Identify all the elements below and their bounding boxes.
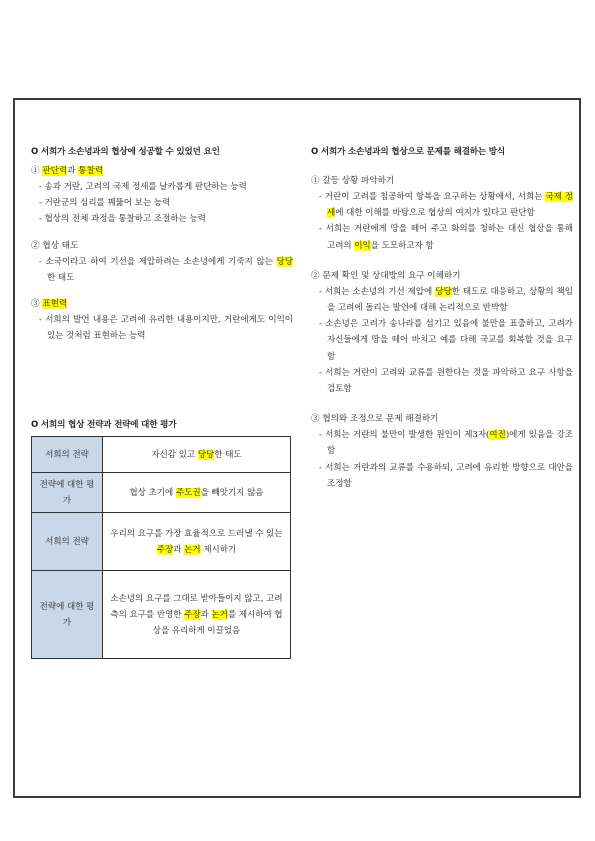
table-label: 전략에 대한 평가: [32, 571, 103, 659]
table-cell: 우리의 요구를 가장 효율적으로 드러낼 수 있는 주장과 논거 제시하기: [103, 513, 291, 571]
step-1-item: - 거란이 고려를 침공하여 항복을 요구하는 상황에서, 서희는 국제 정세에 대한 이해를 바탕으로 협상의 여지가 있다고 판단함: [319, 192, 573, 219]
table-row: [32, 571, 291, 659]
highlight-confident: 당당: [276, 256, 293, 267]
step-1-title: ① 갈등 상황 파악하기: [311, 176, 395, 186]
step-2-item: - 서희는 거란이 고려와 교류를 원한다는 것을 파악하고 요구 사항을 검토함: [319, 367, 573, 395]
step-1-item: - 서희는 거란에게 땅을 떼어 주고 화의를 청하는 대신 협상을 통해 고려의 이익을 도모하고자 함: [319, 224, 573, 251]
step-2-title: ② 문제 확인 및 상대방의 요구 이해하기: [311, 270, 461, 281]
step-2-item: - 소손녕은 고려가 송나라를 섬기고 있음에 불만을 표출하고, 고려가 자신들에게 땅을 떼어 바치고 예를 다해 국교를 회복할 것을 요구함: [319, 319, 573, 362]
step-3-item: - 서희는 거란과의 교류를 수용하되, 고려에 유리한 방향으로 대안을 조정함: [319, 462, 573, 489]
factor-1-item: - 거란군의 심리를 꿰뚫어 보는 능력: [39, 198, 171, 209]
table-cell: 자신감 있고 당당한 태도: [103, 437, 291, 473]
table-row: [32, 437, 291, 473]
factor-2-item: - 소국이라고 하여 기선을 제압하려는 소손녕에게 기죽지 않는 당당한 태도: [39, 256, 293, 283]
highlight-insight: 통찰력: [78, 166, 104, 176]
table-row: [32, 513, 291, 571]
highlight-judgment: 판단력: [42, 166, 68, 176]
factor-1-item: - 협상의 전체 과정을 통찰하고 조절하는 능력: [39, 214, 206, 225]
left-column: [31, 145, 293, 344]
table-cell: 소손녕의 요구를 그대로 받아들이지 않고, 고려 측의 요구를 반영한 주장과 논거를 제시하여 협상을 유리하게 이끌었음: [103, 571, 291, 659]
right-column: [311, 145, 573, 492]
factor-2-title: ② 협상 태도: [31, 240, 79, 251]
document-frame: [13, 98, 581, 798]
section-heading-success-factors: O 서희가 소손녕과의 협상에 성공할 수 있었던 요인: [31, 147, 220, 157]
table-label: 전략에 대한 평가: [32, 473, 103, 513]
step-3-item: - 서희는 거란의 불만이 발생한 원인이 제3자(여진)에게 있음을 강조함: [319, 430, 573, 457]
highlight-expression: 표현력: [42, 299, 68, 310]
section-heading-resolution: O 서희가 소손녕과의 협상으로 문제를 해결하는 방식: [311, 147, 505, 157]
table-row: [32, 473, 291, 513]
strategy-table: [31, 436, 291, 659]
section-heading-strategy: O 서희의 협상 전략과 전략에 대한 평가: [31, 420, 177, 430]
factor-3-title: ③ 표현력: [31, 299, 68, 310]
step-3-title: ③ 협의와 조정으로 문제 해결하기: [311, 414, 439, 425]
factor-1-item: - 송과 거란, 고려의 국제 정세를 날카롭게 판단하는 능력: [39, 182, 247, 192]
table-cell: 협상 초기에 주도권을 빼앗기지 않음: [103, 473, 291, 513]
factor-1-title: ① 판단력과 통찰력: [31, 166, 104, 176]
factor-3-item: - 서희의 발언 내용은 고려에 유리한 내용이지만, 거란에게도 이익이 있는 것처럼 표현하는 능력: [39, 315, 293, 342]
table-label: 서희의 전략: [32, 437, 103, 473]
table-label: 서희의 전략: [32, 513, 103, 571]
step-2-item: - 서희는 소손녕의 기선 제압에 당당한 태도로 대응하고, 상황의 책임을 고려에 돌리는 발언에 대해 논리적으로 반박함: [319, 286, 573, 314]
